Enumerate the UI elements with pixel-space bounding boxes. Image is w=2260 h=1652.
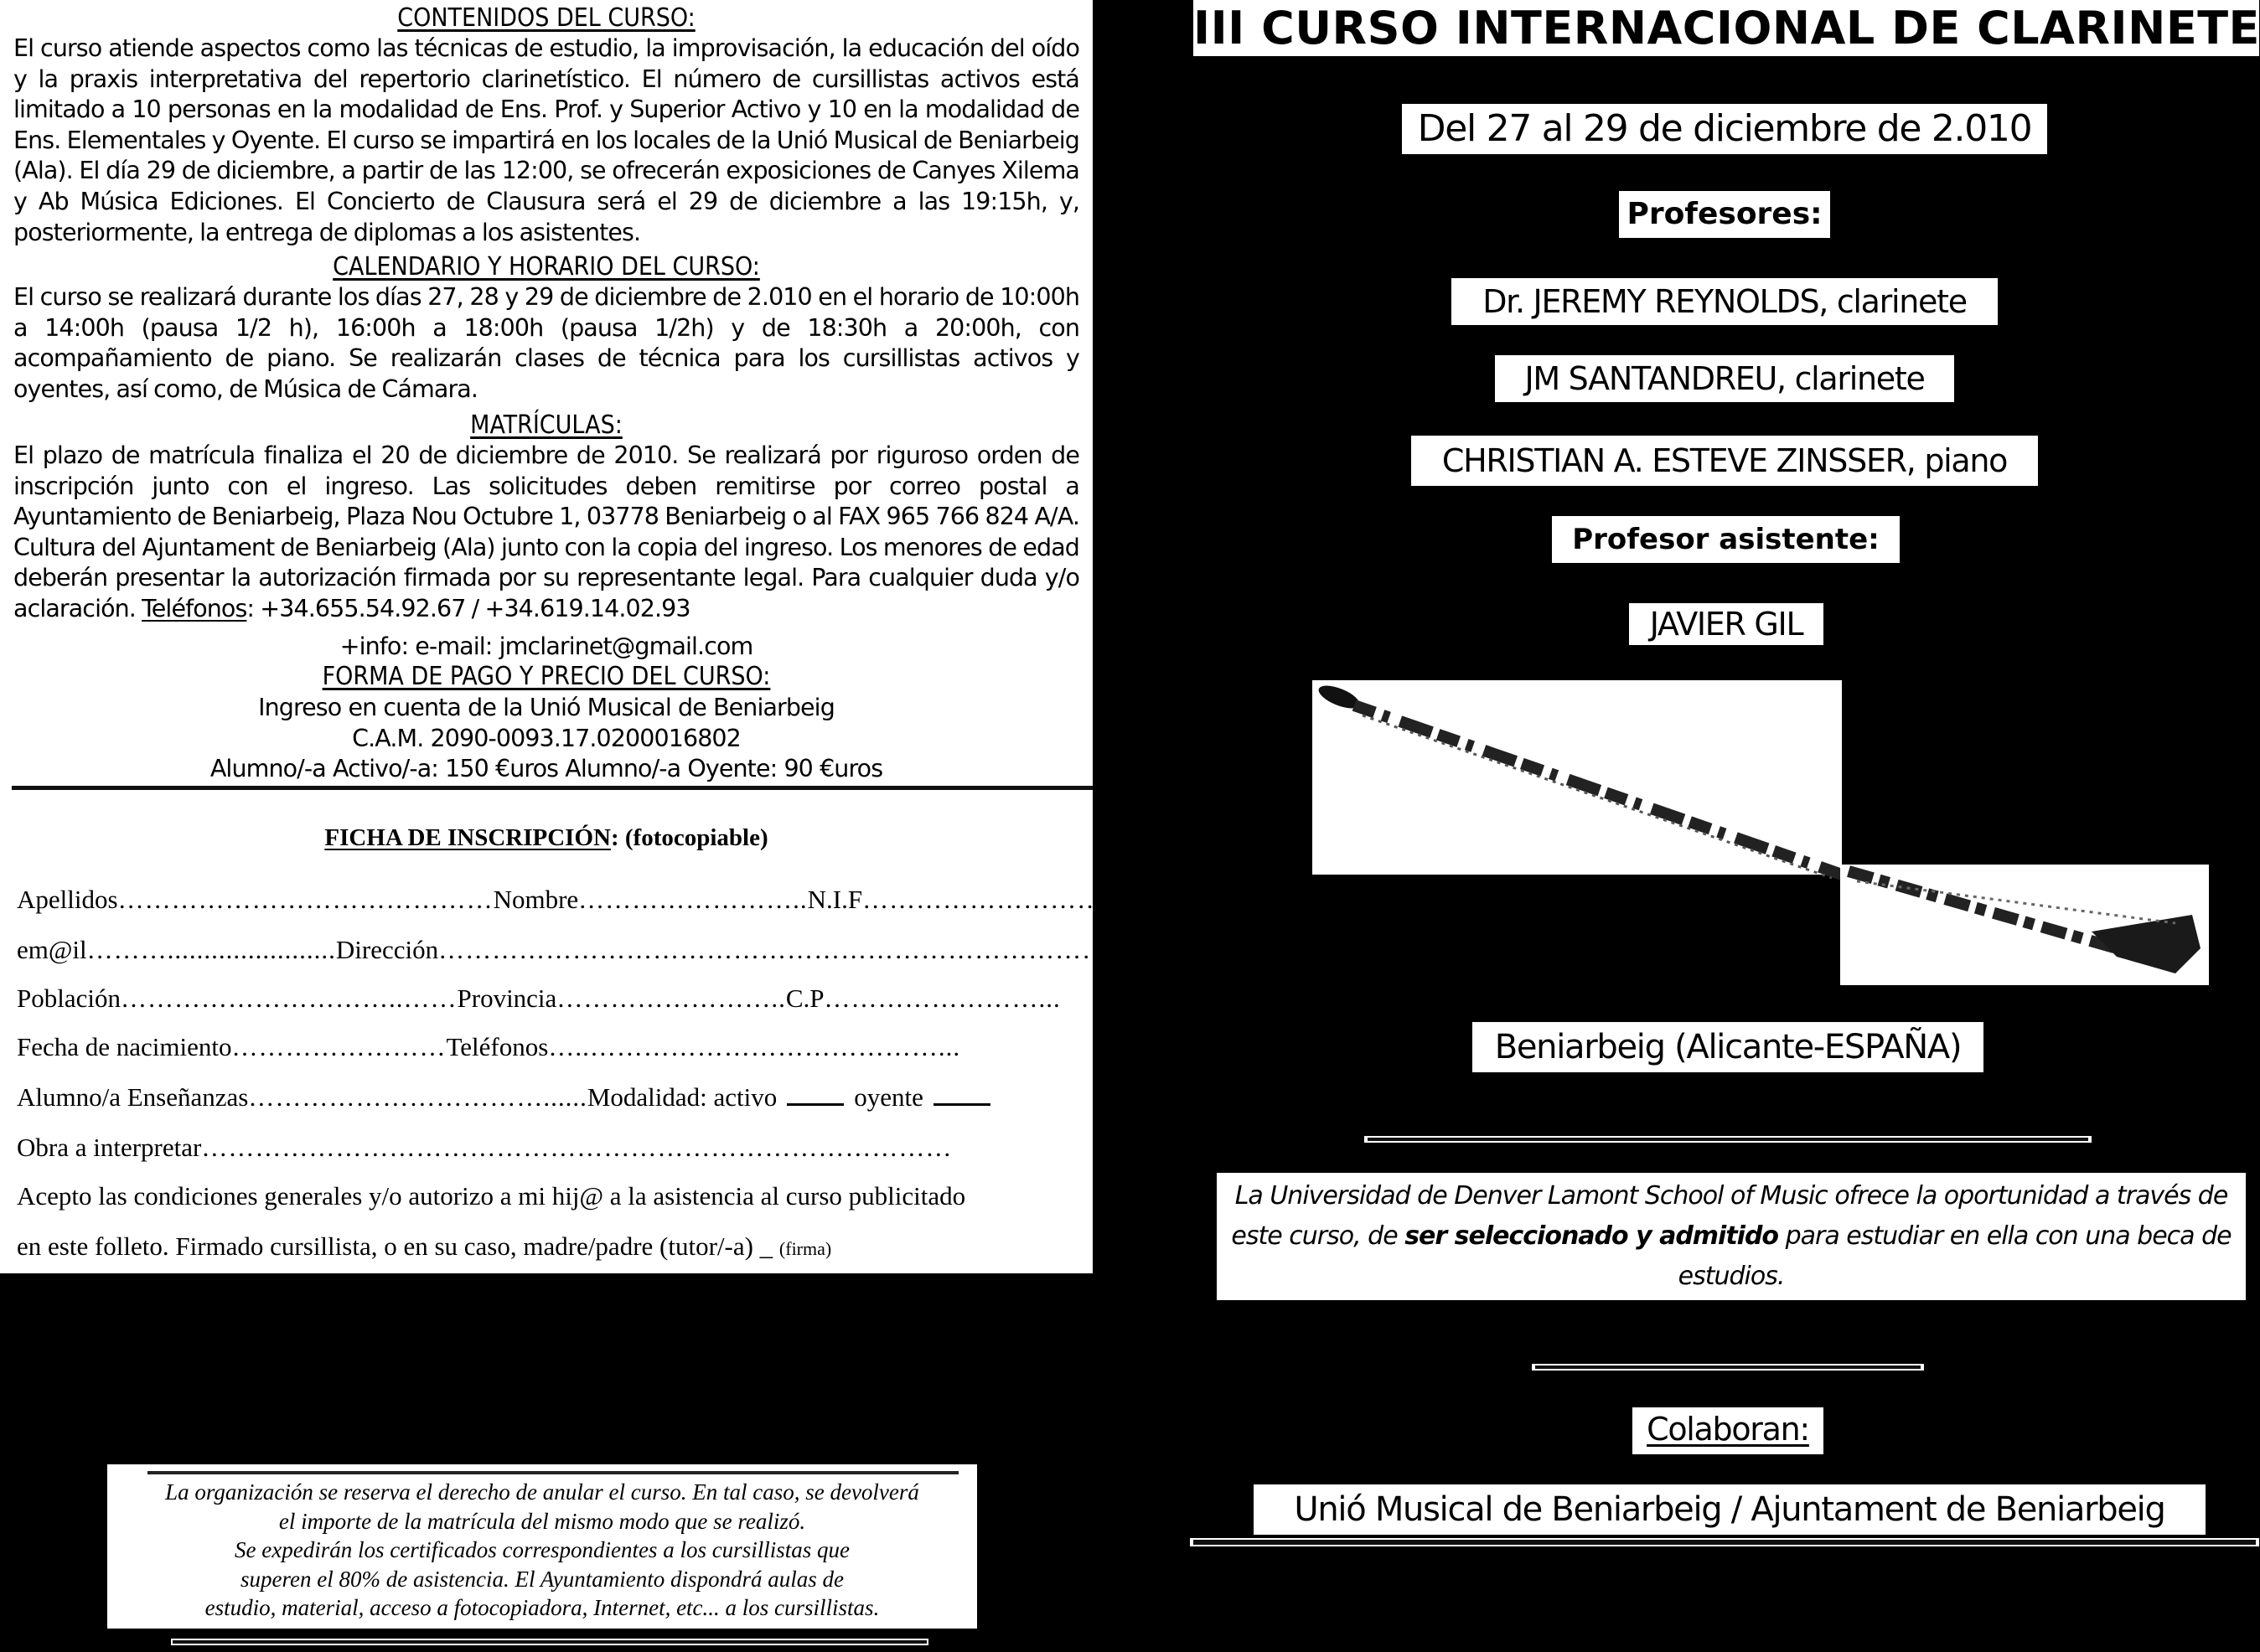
acepto-line-1: Acepto las condiciones generales y/o autorizo a mi hij@ a la asistencia al curso publicitado bbox=[17, 1181, 966, 1211]
form-row-contact bbox=[17, 933, 1124, 967]
form-row-names bbox=[17, 883, 1158, 916]
ficha-subtitle: : (fotocopiable) bbox=[610, 824, 768, 851]
nombre-field[interactable]: …………………….. bbox=[578, 885, 808, 914]
fecha-nacimiento-field[interactable]: …………………… bbox=[231, 1032, 447, 1061]
activo-checkbox[interactable] bbox=[787, 1083, 844, 1106]
contact-prefix: Para cualquier duda y/o aclaración. bbox=[13, 564, 1079, 622]
apellidos-label: Apellidos bbox=[17, 885, 118, 914]
profesor-item: JM SANTANDREU, clarinete bbox=[1495, 355, 1954, 402]
profesores-label: Profesores: bbox=[1619, 191, 1830, 238]
nif-label: N.I.F bbox=[807, 885, 863, 914]
matriculas-heading bbox=[0, 410, 1093, 441]
calendario-text: El curso se realizará durante los días 27, 28 y 29 de diciembre de 2.010 en el horario de 10:00h a 14:00h (pausa 1/2 h), 16:00h a 18:00h (pausa 1/2h) y de 18:30h a 20:00h, con acompañamiento de piano. Se realizarán clases de técnica para los cursillistas activos y oyentes, así como, de Música de Cámara. bbox=[13, 283, 1079, 403]
telefonos-label: Teléfonos bbox=[446, 1032, 549, 1061]
colaboran-text: Colaboran: bbox=[1647, 1411, 1809, 1448]
pago-heading bbox=[0, 662, 1093, 692]
notice-bottom-rule bbox=[171, 1639, 928, 1645]
poblacion-label: Población bbox=[17, 983, 121, 1013]
denver-text: La Universidad de Denver Lamont School of Music ofrece la oportunidad a través de este curso, de bbox=[1231, 1181, 2228, 1251]
bottom-rule bbox=[1190, 1538, 2259, 1546]
email-field[interactable]: ………....................... bbox=[86, 935, 336, 964]
calendario-heading bbox=[0, 252, 1093, 282]
separator-rule bbox=[1364, 1136, 2092, 1143]
calendario-heading-text: CALENDARIO Y HORARIO DEL CURSO: bbox=[333, 252, 760, 281]
cp-label: C.P bbox=[785, 983, 825, 1013]
clarinet-image-top bbox=[1312, 680, 1842, 875]
clarinet-upper-icon bbox=[1312, 680, 1842, 875]
modalidad-activo-label: Modalidad: activo bbox=[587, 1082, 778, 1112]
direccion-label: Dirección bbox=[335, 935, 439, 964]
clarinet-image-bottom bbox=[1840, 865, 2209, 985]
acepto-line-2-text: en este folleto. Firmado cursillista, o en su caso, madre/padre (tutor/-a) _ bbox=[17, 1231, 773, 1261]
pago-line-1: Ingreso en cuenta de la Unió Musical de Beniarbeig bbox=[258, 694, 835, 721]
notice-line: La organización se reserva el derecho de anular el curso. En tal caso, se devolverá bbox=[165, 1479, 919, 1505]
pago-heading-text: FORMA DE PAGO Y PRECIO DEL CURSO: bbox=[322, 662, 771, 691]
matriculas-body: El plazo de matrícula finaliza el 20 de diciembre de 2010. Se realizará por riguroso orden de inscripción junto con el ingreso. Las solicitudes deben remitirse por correo postal a Ayuntamiento de Beniarbeig, Plaza Nou Octubre 1, 03778 Beniarbeig o al FAX 965 766 824 A/A. Cultura del Ajuntament de Beniarbeig (Ala) junto con la copia del ingreso. Los menores de edad deberán presentar la autorización firmada por su representante legal. bbox=[13, 441, 1079, 592]
phones-label: Teléfonos bbox=[142, 594, 247, 622]
asistente-label: Profesor asistente: bbox=[1552, 516, 1900, 563]
profesor-item: CHRISTIAN A. ESTEVE ZINSSER, piano bbox=[1411, 436, 2038, 486]
denver-highlight: ser seleccionado y admitido bbox=[1404, 1221, 1779, 1251]
provincia-field[interactable]: …………………….. bbox=[556, 983, 786, 1013]
notice-line: el importe de la matrícula del mismo modo que se realizó. bbox=[278, 1508, 806, 1534]
oyente-label: oyente bbox=[854, 1082, 923, 1112]
notice-line: estudio, material, acceso a fotocopiadora, Internet, etc... a los cursillistas. bbox=[204, 1595, 880, 1620]
ensenanzas-field[interactable]: ……………………………...... bbox=[248, 1082, 587, 1112]
matriculas-text bbox=[13, 441, 1079, 625]
poblacion-field[interactable]: …………………………..…… bbox=[121, 983, 458, 1013]
email-line[interactable]: +info: e-mail: jmclarinet@gmail.com bbox=[339, 632, 753, 660]
clarinet-bell-icon bbox=[1840, 865, 2209, 985]
notice-line: superen el 80% de asistencia. El Ayuntamiento dispondrá aulas de bbox=[240, 1566, 844, 1592]
form-row-birth bbox=[17, 1030, 1083, 1064]
course-dates: Del 27 al 29 de diciembre de 2.010 bbox=[1402, 104, 2047, 154]
course-title: III CURSO INTERNACIONAL DE CLARINETE bbox=[1193, 2, 2260, 54]
colaboran-label bbox=[1632, 1407, 1823, 1454]
pago-prices: Alumno/-a Activo/-a: 150 €uros Alumno/-a Oyente: 90 €uros bbox=[209, 755, 883, 782]
form-row-modalidad bbox=[17, 1081, 1083, 1114]
sponsors: Unió Musical de Beniarbeig / Ajuntament de Beniarbeig bbox=[1254, 1484, 2206, 1535]
ensenanzas-label: Alumno/a Enseñanzas bbox=[17, 1082, 249, 1112]
obra-label: Obra a interpretar bbox=[17, 1133, 202, 1162]
email-label: em@il bbox=[17, 935, 87, 964]
provincia-label: Provincia bbox=[457, 983, 557, 1013]
firma-field[interactable]: (firma) bbox=[778, 1238, 832, 1259]
contenidos-text: El curso atiende aspectos como las técnicas de estudio, la improvisación, la educación del oído y la praxis interpretativa del repertorio clarinetístico. El número de cursillistas activos está limitado a 10 personas en la modalidad de Ens. Prof. y Superior Activo y 10 en la modalidad de Ens. Elementales y Oyente. El curso se impartirá en los locales de la Unió Musical de Beniarbeig (Ala). El día 29 de diciembre, a partir de las 12:00, se ofrecerán exposiciones de Canyes Xilema y Ab Música Ediciones. El Concierto de Clausura será el 29 de diciembre a las 19:15h, y, posteriormente, la entrega de diplomas a los asistentes. bbox=[13, 34, 1079, 246]
notice-text bbox=[107, 1478, 977, 1623]
notice-line: Se expedirán los certificados correspondientes a los cursillistas que bbox=[235, 1537, 850, 1562]
form-row-location bbox=[17, 982, 1083, 1015]
fecha-nacimiento-label: Fecha de nacimiento bbox=[17, 1032, 232, 1061]
nif-field[interactable]: …………………………… bbox=[862, 885, 1158, 914]
phone-numbers: : +34.655.54.92.67 / +34.619.14.02.93 bbox=[246, 594, 690, 622]
separator-rule bbox=[1532, 1364, 1924, 1371]
nombre-label: Nombre bbox=[493, 885, 579, 914]
apellidos-field[interactable]: …………………………………… bbox=[117, 885, 494, 914]
contenidos-heading-text: CONTENIDOS DEL CURSO: bbox=[397, 3, 696, 33]
ficha-title-text: FICHA DE INSCRIPCIÓN bbox=[324, 824, 611, 851]
contenidos-heading bbox=[0, 3, 1093, 34]
obra-field[interactable]: ………………………………………………………………………… bbox=[201, 1133, 953, 1162]
profesor-item: Dr. JEREMY REYNOLDS, clarinete bbox=[1451, 278, 1998, 325]
cp-field[interactable]: ……………………... bbox=[824, 983, 1061, 1013]
form-row-obra bbox=[17, 1131, 1083, 1164]
course-info-panel bbox=[0, 0, 1158, 1273]
direccion-field[interactable]: ………………………………………………………………….. bbox=[438, 935, 1124, 964]
telefonos-field[interactable]: …..…………………………………... bbox=[548, 1032, 961, 1061]
location: Beniarbeig (Alicante-ESPAÑA) bbox=[1472, 1022, 1983, 1072]
matriculas-heading-text: MATRÍCULAS: bbox=[470, 410, 623, 440]
denver-scholarship-box bbox=[1217, 1173, 2246, 1300]
ficha-title bbox=[0, 824, 1093, 852]
denver-text-end: para estudiar en ella con una beca de estudios. bbox=[1678, 1221, 2232, 1291]
pago-account: C.A.M. 2090-0093.17.0200016802 bbox=[352, 725, 741, 752]
acepto-line-2 bbox=[17, 1230, 1083, 1266]
divider-rule bbox=[12, 786, 1093, 790]
asistente-name: JAVIER GIL bbox=[1629, 603, 1823, 645]
oyente-checkbox[interactable] bbox=[933, 1083, 990, 1106]
notice-rule bbox=[147, 1471, 959, 1474]
